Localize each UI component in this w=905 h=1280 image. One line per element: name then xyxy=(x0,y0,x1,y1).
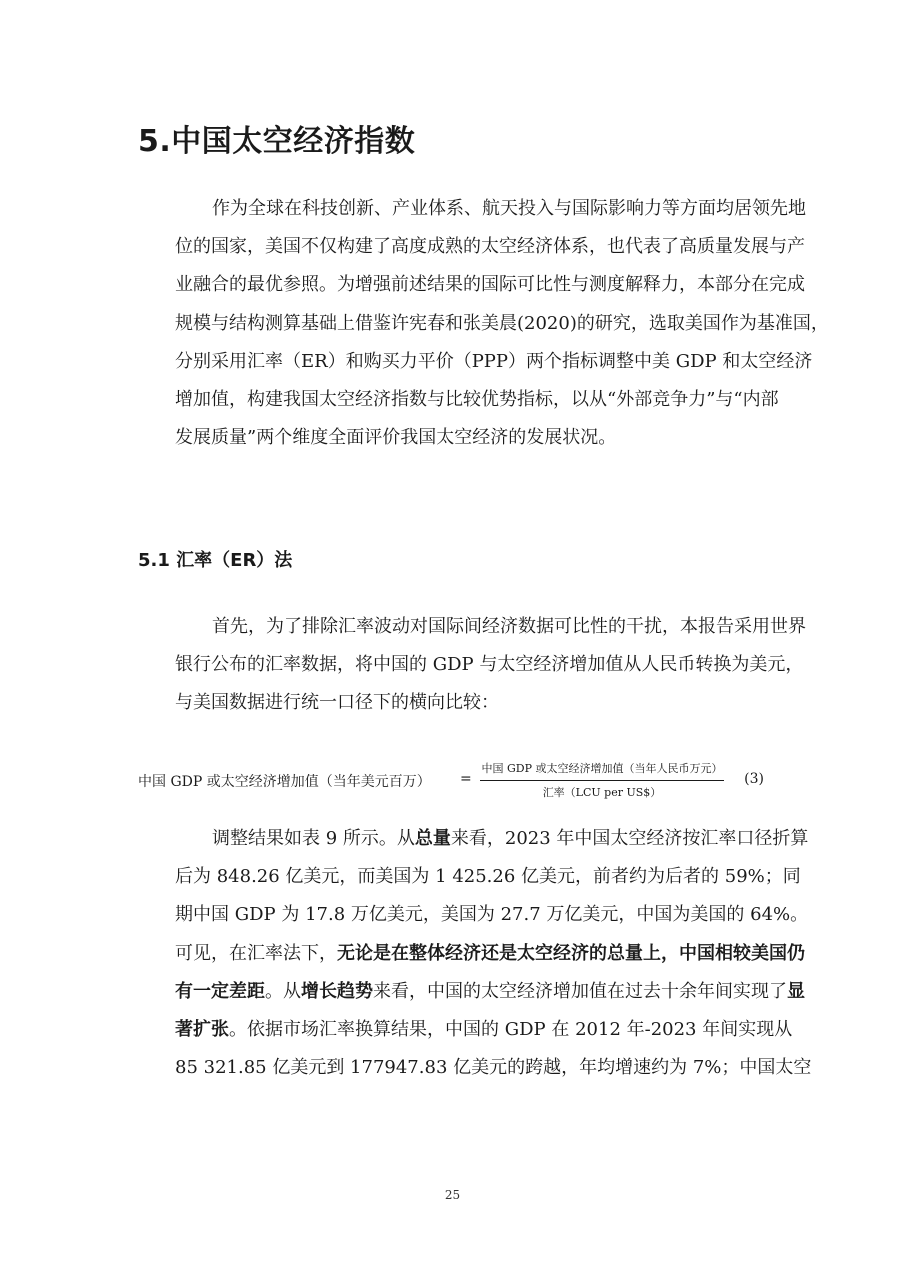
text-span: 来看，中国的太空经济增加值在过去十余年间实现了 xyxy=(373,980,787,1002)
text-span: 。依据市场汇率换算结果，中国的 GDP 在 2012 年-2023 年间实现从 xyxy=(229,1018,793,1040)
text-span: 可见，在汇率法下， xyxy=(175,942,337,964)
section-heading: 5.1 汇率（ER）法 xyxy=(138,550,293,571)
page-number: 25 xyxy=(444,1188,461,1202)
text-line: 分别采用汇率（ER）和购买力平价（PPP）两个指标调整中美 GDP 和太空经济 xyxy=(175,350,813,372)
text-line: 银行公布的汇率数据，将中国的 GDP 与太空经济增加值从人民币转换为美元， xyxy=(175,654,804,676)
results-paragraph xyxy=(138,820,812,1087)
text-line: 作为全球在科技创新、产业体系、航天投入与国际影响力等方面均居领先地 xyxy=(212,198,806,219)
bold-text: 增长趋势 xyxy=(301,980,373,1002)
bold-text: 无论是在整体经济还是太空经济的总量上，中国相较美国仍 xyxy=(337,942,805,964)
text-line xyxy=(138,1011,793,1049)
text-span: 调整结果如表 9 所示。从 xyxy=(212,828,415,849)
text-line: 发展质量”两个维度全面评价我国太空经济的发展状况。 xyxy=(175,427,617,449)
page-title: 5.中国太空经济指数 xyxy=(138,124,416,159)
text-line: 期中国 GDP 为 17.8 万亿美元，美国为 27.7 万亿美元，中国为美国的 64%。 xyxy=(175,904,809,926)
method-paragraph xyxy=(138,608,806,723)
text-line xyxy=(138,973,805,1011)
text-line: 增加值，构建我国太空经济指数与比较优势指标，以从“外部竞争力”与“内部 xyxy=(175,388,779,410)
text-line: 后为 848.26 亿美元，而美国为 1 425.26 亿美元，前者约为后者的 59%；同 xyxy=(175,866,801,888)
formula-lhs: 中国 GDP 或太空经济增加值（当年美元百万） xyxy=(138,774,431,790)
formula-numerator: 中国 GDP 或太空经济增加值（当年人民币万元） xyxy=(481,762,723,775)
text-span: 。从 xyxy=(265,980,301,1002)
formula-fraction xyxy=(480,760,724,802)
text-line: 位的国家，美国不仅构建了高度成熟的太空经济体系，也代表了高质量发展与产 xyxy=(175,236,805,258)
bold-text: 显 xyxy=(787,980,805,1002)
equation-number: (3) xyxy=(744,771,764,787)
bold-text: 著扩张 xyxy=(175,1018,229,1040)
bold-text: 总量 xyxy=(414,828,451,849)
text-span: 来看，2023 年中国太空经济按汇率口径折算 xyxy=(450,828,809,849)
text-line: 与美国数据进行统一口径下的横向比较： xyxy=(175,692,499,714)
text-line xyxy=(138,820,809,858)
fraction-bar xyxy=(480,780,724,781)
text-line: 规模与结构测算基础上借鉴许宪春和张美晨(2020)的研究，选取美国作为基准国， xyxy=(175,312,829,334)
formula-denominator: 汇率（LCU per US$） xyxy=(542,786,662,799)
formula-equals: = xyxy=(460,771,472,787)
text-line xyxy=(138,935,805,973)
intro-paragraph xyxy=(138,190,829,457)
text-line: 业融合的最优参照。为增强前述结果的国际可比性与测度解释力，本部分在完成 xyxy=(175,274,805,296)
text-line: 首先，为了排除汇率波动对国际间经济数据可比性的干扰，本报告采用世界 xyxy=(212,616,806,637)
text-line: 85 321.85 亿美元到 177947.83 亿美元的跨越，年均增速约为 7%；中国太空 xyxy=(175,1057,812,1079)
exchange-rate-formula xyxy=(138,760,770,804)
bold-text: 有一定差距 xyxy=(175,980,265,1002)
